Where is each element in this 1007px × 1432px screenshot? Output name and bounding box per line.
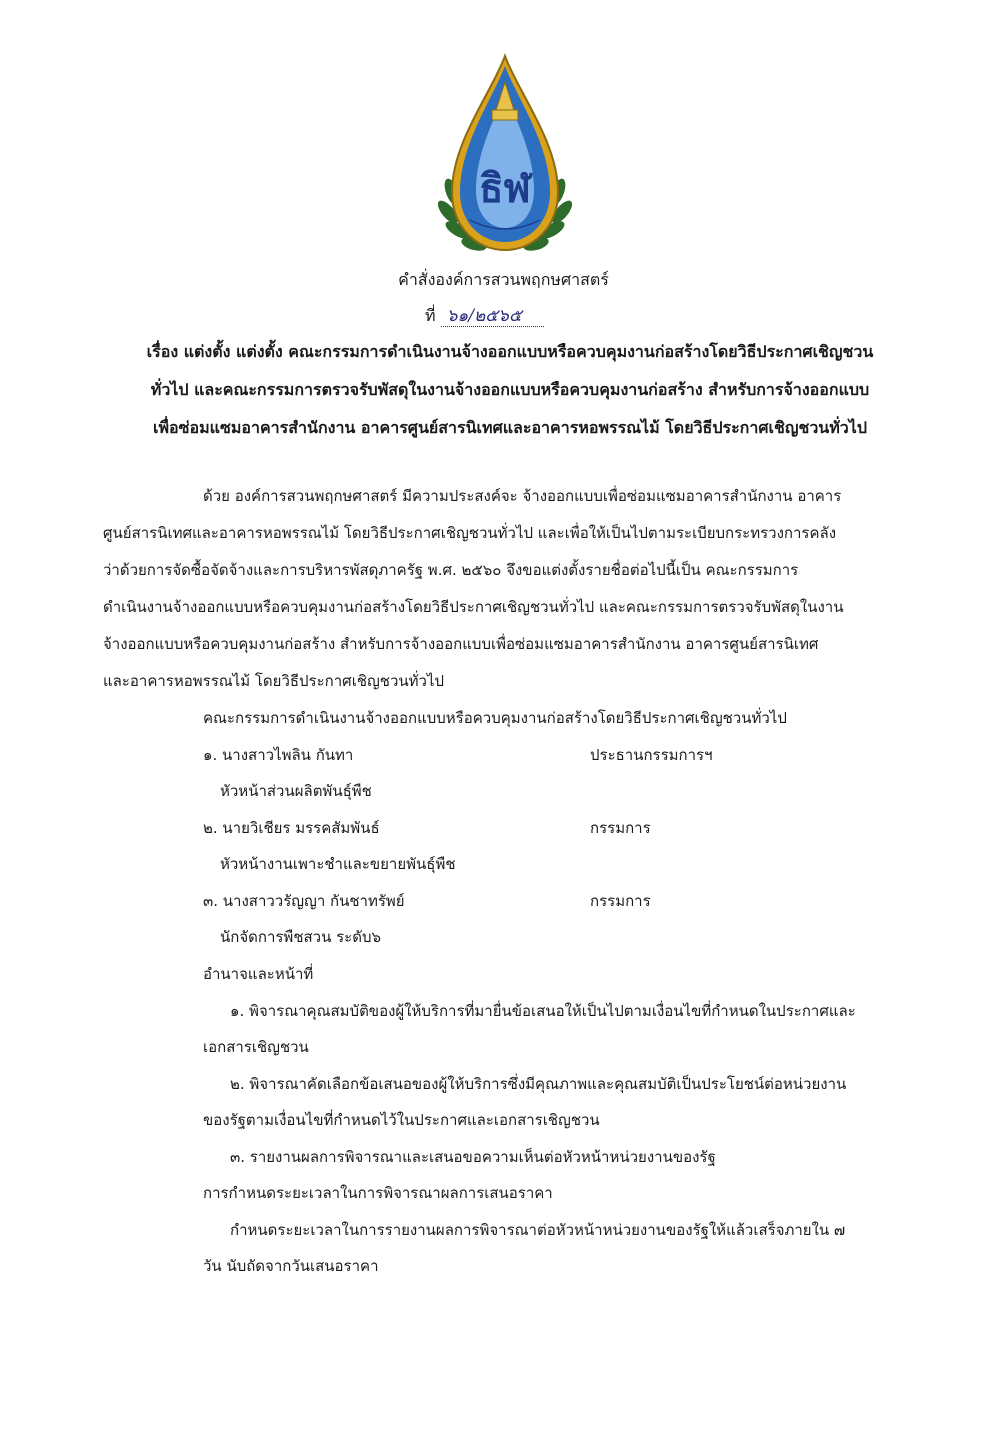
member-name-1: ๑. นางสาวไพลิน กันทา xyxy=(203,746,354,764)
subject-line-2: ทั่วไป และคณะกรรมการตรวจรับพัสดุในงานจ้างออกแบบหรือควบคุมงานก่อสร้าง สำหรับการจ้างออกแบบ xyxy=(150,380,870,399)
duty-3: ๓. รายงานผลการพิจารณาและเสนอขอความเห็นต่อหัวหน้าหน่วยงานของรัฐ xyxy=(230,1148,716,1166)
timeline-heading: การกำหนดระยะเวลาในการพิจารณาผลการเสนอราคา xyxy=(203,1184,553,1202)
timeline-line-1: กำหนดระยะเวลาในการรายงานผลการพิจารณาต่อหัวหน้าหน่วยงานของรัฐให้แล้วเสร็จภายใน ๗ xyxy=(230,1221,846,1239)
member-role-2: กรรมการ xyxy=(590,819,651,837)
intro-line-2: ศูนย์สารนิเทศและอาคารหอพรรณไม้ โดยวิธีประกาศเชิญชวนทั่วไป และเพื่อให้เป็นไปตามระเบียบกระทรวงการคลัง xyxy=(103,524,837,542)
member-role-3: กรรมการ xyxy=(590,892,651,910)
member-position-2: หัวหน้างานเพาะชำและขยายพันธุ์พืช xyxy=(220,855,456,873)
intro-line-3: ว่าด้วยการจัดซื้อจัดจ้างและการบริหารพัสดุภาครัฐ พ.ศ. ๒๕๖๐ จึงขอแต่งตั้งรายชื่อต่อไปนี้เป็น คณะกรรมการ xyxy=(103,561,799,579)
member-name-2: ๒. นายวิเชียร มรรคสัมพันธ์ xyxy=(203,819,380,837)
intro-line-5: จ้างออกแบบหรือควบคุมงานก่อสร้าง สำหรับการจ้างออกแบบเพื่อซ่อมแซมอาคารสำนักงาน อาคารศูนย์สารนิเทศ xyxy=(103,635,819,653)
timeline-line-2: วัน นับถัดจากวันเสนอราคา xyxy=(203,1257,379,1275)
order-number-value: ๖๑/๒๕๖๕ xyxy=(441,306,544,327)
duty-1-line-1: ๑. พิจารณาคุณสมบัติของผู้ให้บริการที่มายื่นข้อเสนอให้เป็นไปตามเงื่อนไขที่กำหนดในประกาศและ xyxy=(230,1002,856,1020)
organization-seal xyxy=(430,52,580,257)
duty-1-line-2: เอกสารเชิญชวน xyxy=(203,1038,309,1056)
svg-text:ธิฬ: ธิฬ xyxy=(479,165,531,212)
committee-heading: คณะกรรมการดำเนินงานจ้างออกแบบหรือควบคุมงานก่อสร้างโดยวิธีประกาศเชิญชวนทั่วไป xyxy=(203,709,787,727)
duties-heading: อำนาจและหน้าที่ xyxy=(203,965,314,983)
subject-line-1: เรื่อง แต่งตั้ง แต่งตั้ง คณะกรรมการดำเนินงานจ้างออกแบบหรือควบคุมงานก่อสร้างโดยวิธีประกาศเชิญชวน xyxy=(146,342,874,361)
order-number xyxy=(425,302,544,329)
intro-line-1: ด้วย องค์การสวนพฤกษศาสตร์ มีความประสงค์จะ จ้างออกแบบเพื่อซ่อมแซมอาคารสำนักงาน อาคาร xyxy=(203,487,842,505)
member-name-3: ๓. นางสาววรัญญา กันชาทรัพย์ xyxy=(203,892,405,910)
order-title: คำสั่งองค์การสวนพฤกษศาสตร์ xyxy=(398,270,609,289)
intro-line-4: ดำเนินงานจ้างออกแบบหรือควบคุมงานก่อสร้างโดยวิธีประกาศเชิญชวนทั่วไป และคณะกรรมการตรวจรับพัสดุในงาน xyxy=(103,598,844,616)
duty-2-line-2: ของรัฐตามเงื่อนไขที่กำหนดไว้ในประกาศและเอกสารเชิญชวน xyxy=(203,1111,600,1129)
member-position-3: นักจัดการพืชสวน ระดับ๖ xyxy=(220,928,381,946)
member-role-1: ประธานกรรมการฯ xyxy=(590,746,713,764)
duty-2-line-1: ๒. พิจารณาคัดเลือกข้อเสนอของผู้ให้บริการซึ่งมีคุณภาพและคุณสมบัติเป็นประโยชน์ต่อหน่วยงาน xyxy=(230,1075,847,1093)
intro-line-6: และอาคารหอพรรณไม้ โดยวิธีประกาศเชิญชวนทั่วไป xyxy=(103,672,445,690)
subject-block xyxy=(100,333,920,447)
subject-line-3: เพื่อซ่อมแซมอาคารสำนักงาน อาคารศูนย์สารนิเทศและอาคารหอพรรณไม้ โดยวิธีประกาศเชิญชวนทั่วไป xyxy=(153,418,867,437)
order-number-label: ที่ xyxy=(425,306,436,325)
member-position-1: หัวหน้าส่วนผลิตพันธุ์พืช xyxy=(220,782,372,800)
